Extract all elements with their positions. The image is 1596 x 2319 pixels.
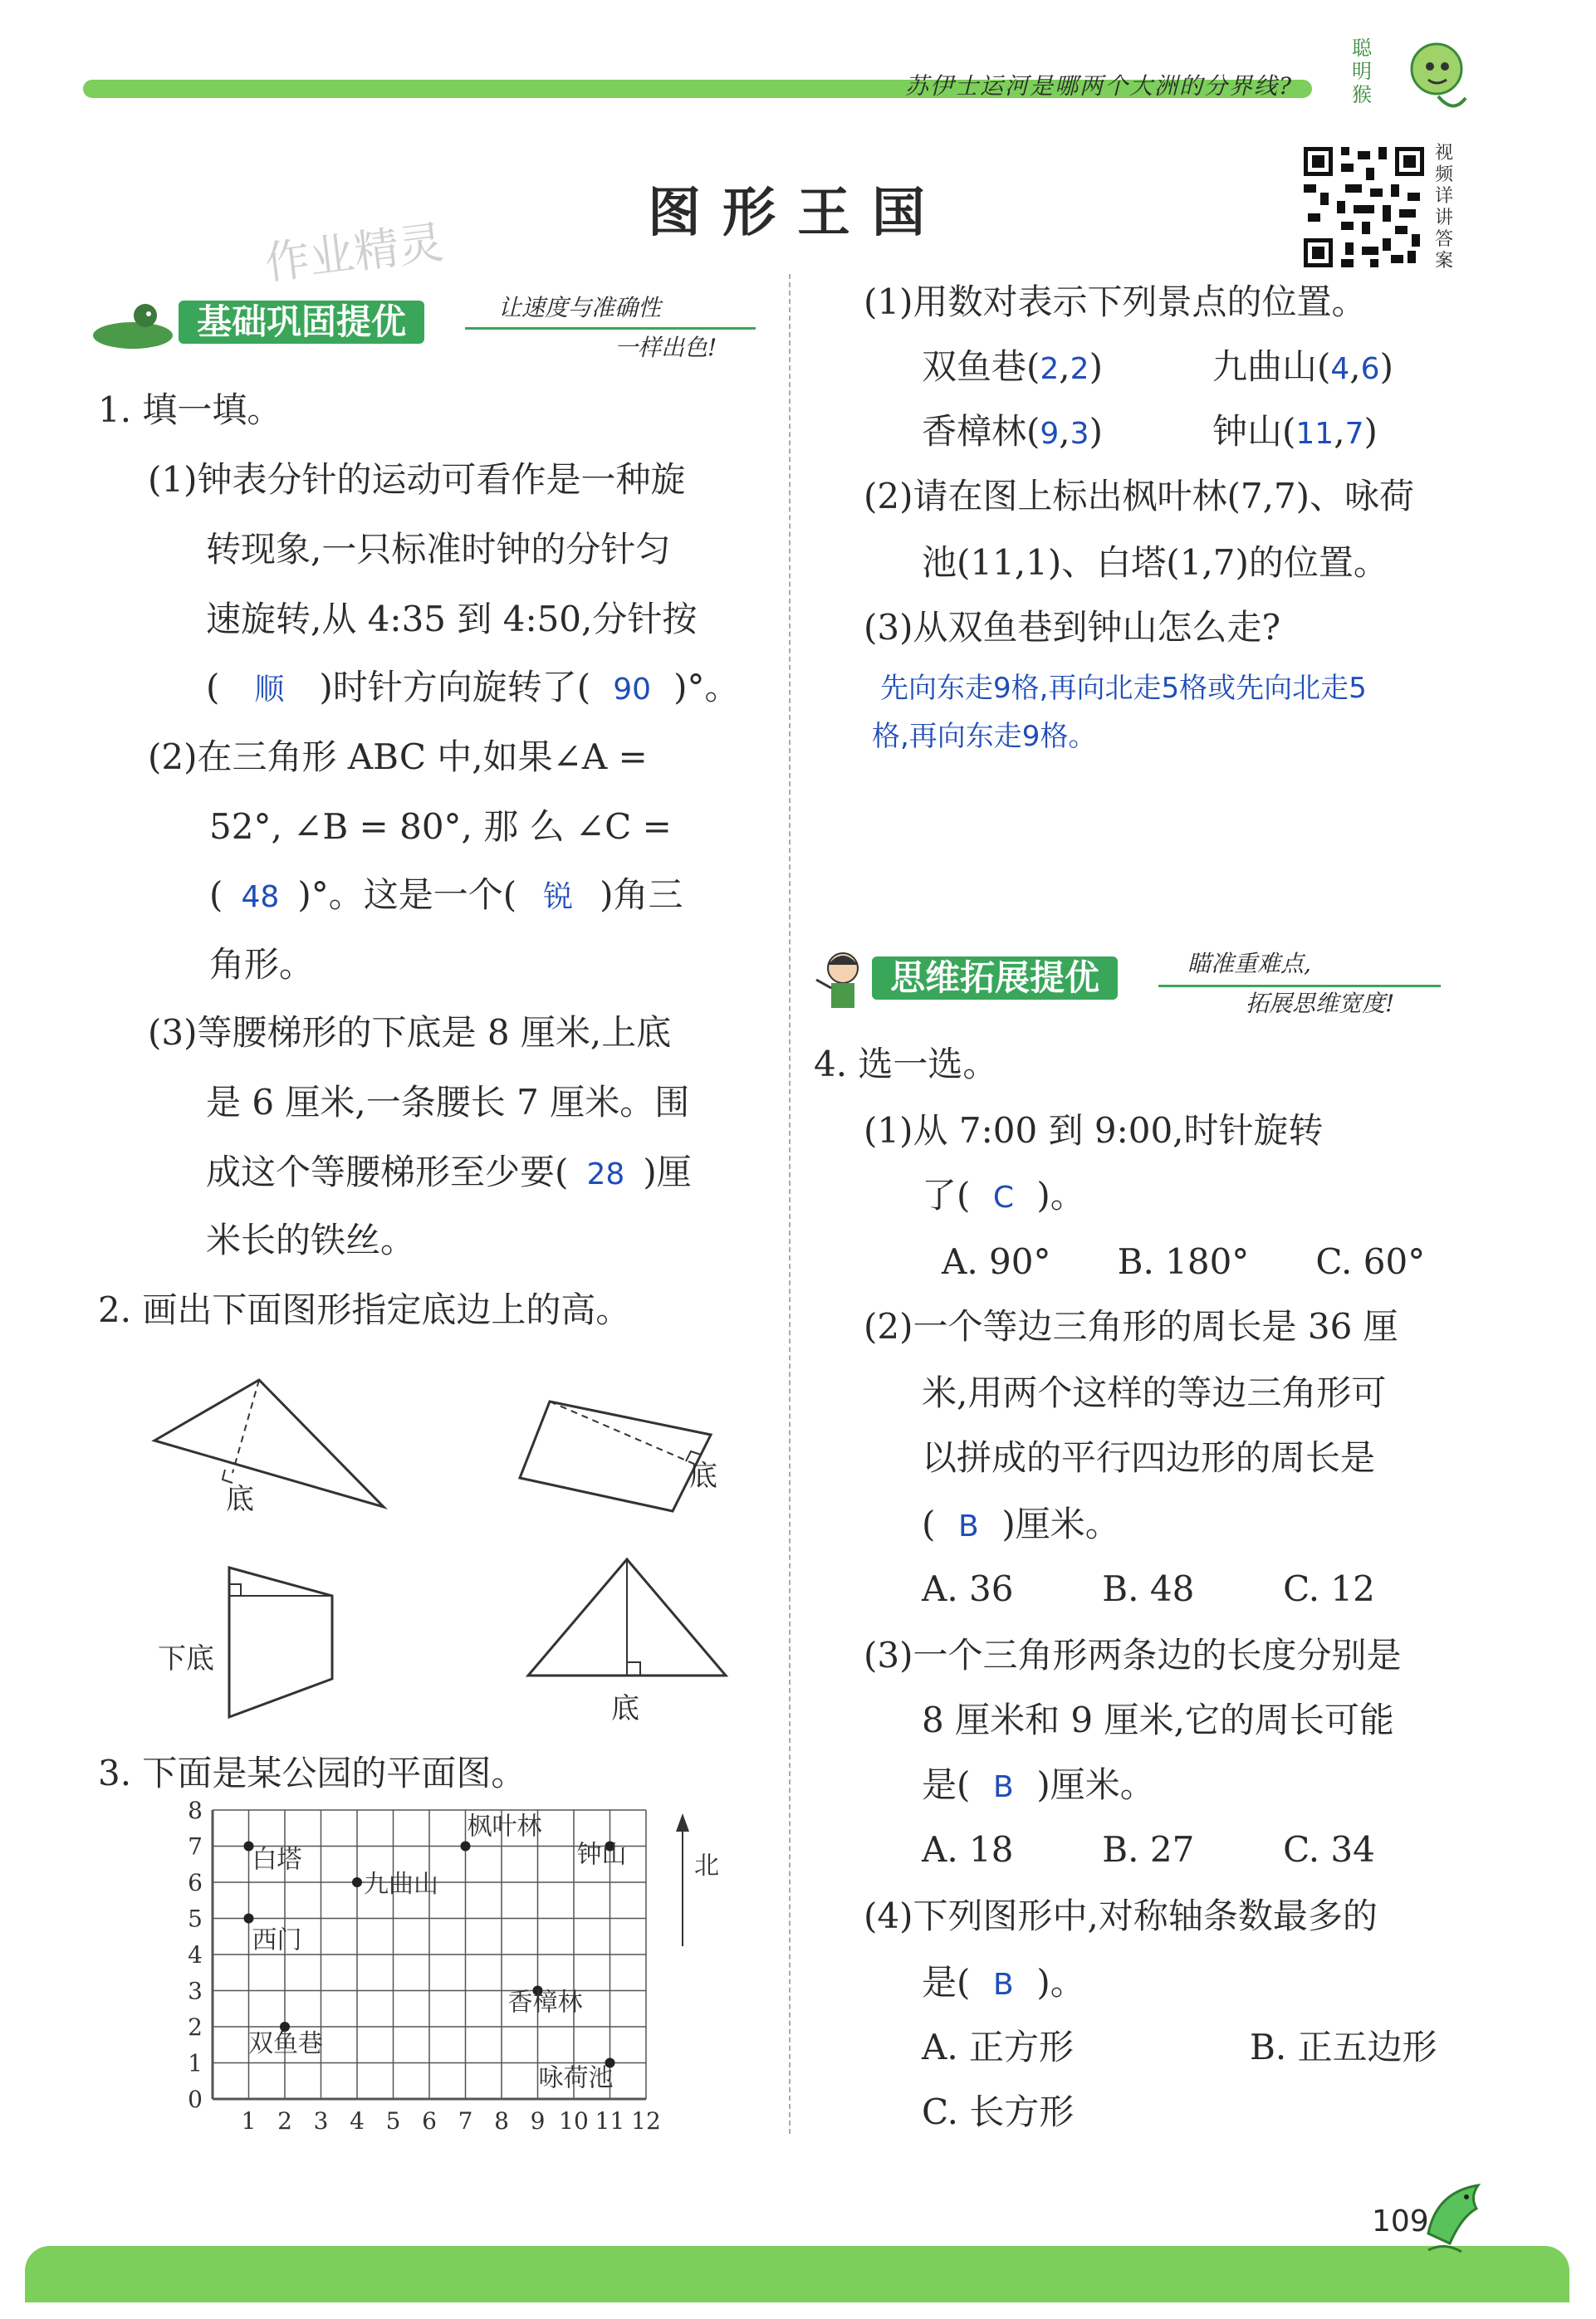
- answer-blank[interactable]: B: [958, 1509, 979, 1544]
- q4-2-line2: 米,用两个这样的等边三角形可: [922, 1372, 1387, 1413]
- q4-3-options: A. 18 B. 27 C. 34: [922, 1829, 1375, 1870]
- answer-blank[interactable]: 28: [586, 1157, 625, 1191]
- q3-2-line1: (2)请在图上标出枫叶林(7,7)、咏荷: [864, 476, 1415, 516]
- answer-blank[interactable]: 3: [1070, 417, 1089, 451]
- q3-1-zhongshan: 钟山(11,7): [1212, 411, 1378, 452]
- answer-blank[interactable]: B: [993, 1968, 1014, 2002]
- q3-3-answer-line1: 先向东走9格,再向北走5格或先向北走5: [880, 672, 1367, 705]
- x-tick-label: 9: [530, 2107, 546, 2135]
- isosceles-triangle-figure: [523, 1554, 731, 1679]
- bottom-decoration-band: [25, 2246, 1569, 2302]
- answer-blank[interactable]: 2: [1040, 352, 1060, 386]
- x-tick-label: 6: [422, 2107, 437, 2135]
- x-tick-label: 11: [595, 2107, 625, 2135]
- banner-sub-line2: 一样出色!: [614, 334, 717, 361]
- map-point: [352, 1877, 362, 1887]
- q4-4-option-b: B. 正五边形: [1250, 2027, 1437, 2067]
- q3-2-line2: 池(11,1)、白塔(1,7)的位置。: [922, 542, 1388, 583]
- map-place-label: 钟山: [576, 1840, 627, 1870]
- banner-underline: [465, 327, 756, 330]
- q4-3-line3: 是( B )厘米。: [922, 1764, 1155, 1809]
- q4-2-line1: (2)一个等边三角形的周长是 36 厘: [864, 1306, 1398, 1347]
- answer-blank[interactable]: 7: [1344, 417, 1364, 451]
- x-tick-label: 7: [458, 2107, 473, 2135]
- y-tick-label: 3: [188, 1977, 203, 2005]
- y-tick-label: 2: [188, 2013, 203, 2041]
- q3-1-xiangzhanglin: 香樟林(9,3): [922, 411, 1103, 452]
- q1-1-line1: (1)钟表分针的运动可看作是一种旋: [148, 459, 686, 500]
- base-label: 底: [611, 1692, 639, 1725]
- north-label: 北: [694, 1852, 719, 1881]
- y-tick-label: 0: [188, 2086, 203, 2113]
- q4-1-options: A. 90° B. 180° C. 60°: [942, 1241, 1426, 1282]
- q1-2-line4: 角形。: [209, 944, 315, 985]
- q4-2-line4: ( B )厘米。: [922, 1503, 1120, 1548]
- parallelogram-figure: [515, 1395, 714, 1519]
- section-banner-basic: 基础巩固提优: [179, 301, 424, 344]
- q2-heading: 2. 画出下面图形指定底边上的高。: [98, 1289, 631, 1330]
- y-tick-label: 4: [188, 1941, 203, 1969]
- x-tick-label: 12: [631, 2107, 661, 2135]
- y-tick-label: 6: [188, 1869, 203, 1896]
- answer-blank[interactable]: C: [992, 1181, 1014, 1215]
- answer-blank[interactable]: 9: [1040, 417, 1060, 451]
- watermark: 作业精灵: [262, 216, 447, 290]
- x-tick-label: 2: [277, 2107, 292, 2135]
- banner-sub-line2: 拓展思维宽度!: [1246, 990, 1395, 1017]
- q1-2-line1: (2)在三角形 ABC 中,如果∠A =: [148, 736, 648, 777]
- q4-1-line2: 了( C )。: [922, 1174, 1085, 1220]
- answer-blank[interactable]: 90: [613, 673, 652, 707]
- page-title: 图形王国: [648, 182, 947, 244]
- answer-blank[interactable]: 顺: [254, 673, 285, 707]
- q1-3-line3: 成这个等腰梯形至少要( 28 )厘: [206, 1151, 692, 1196]
- triangle-figure: [149, 1370, 399, 1519]
- mascot-label: 聪明猴: [1352, 37, 1372, 106]
- park-map-grid: [183, 1797, 747, 2142]
- y-tick-label: 5: [188, 1905, 203, 1933]
- section-banner-extension: 思维拓展提优: [872, 956, 1118, 1000]
- q3-1-jiuqushan: 九曲山(4,6): [1212, 346, 1393, 387]
- answer-blank[interactable]: 6: [1360, 352, 1380, 386]
- q4-2-line3: 以拼成的平行四边形的周长是: [922, 1437, 1376, 1478]
- q4-heading: 4. 选一选。: [814, 1044, 998, 1084]
- map-place-label: 枫叶林: [467, 1812, 542, 1842]
- map-place-label: 双鱼巷: [248, 2029, 323, 2058]
- q1-2-line2: 52°, ∠B = 80°, 那 么 ∠C =: [209, 806, 672, 847]
- qr-code-icon[interactable]: [1300, 143, 1428, 272]
- answer-blank[interactable]: 11: [1295, 417, 1334, 451]
- q1-1-line3: 速旋转,从 4:35 到 4:50,分针按: [206, 599, 698, 639]
- q1-3-line1: (3)等腰梯形的下底是 8 厘米,上底: [148, 1012, 672, 1053]
- q3-3-answer-line2: 格,再向东走9格。: [872, 720, 1097, 753]
- q1-3-line2: 是 6 厘米,一条腰长 7 厘米。围: [206, 1082, 690, 1123]
- trapezoid-figure: [224, 1563, 340, 1720]
- x-tick-label: 4: [350, 2107, 365, 2135]
- y-tick-label: 8: [188, 1797, 203, 1824]
- q4-4-line1: (4)下列图形中,对称轴条数最多的: [864, 1896, 1378, 1936]
- column-divider: [789, 274, 791, 2134]
- header-question: 苏伊士运河是哪两个大洲的分界线?: [905, 72, 1294, 100]
- girl-mascot-icon: [810, 947, 876, 1021]
- q1-1-line2: 转现象,一只标准时钟的分针匀: [206, 529, 671, 570]
- page-number: 109: [1372, 2204, 1429, 2238]
- north-arrow-head-icon: [676, 1813, 689, 1832]
- map-place-label: 香樟林: [507, 1988, 583, 2018]
- q3-1-line: (1)用数对表示下列景点的位置。: [864, 281, 1367, 322]
- y-tick-label: 1: [188, 2049, 203, 2077]
- q1-3-line4: 米长的铁丝。: [206, 1220, 416, 1260]
- map-place-label: 九曲山: [364, 1870, 438, 1899]
- answer-blank[interactable]: 48: [241, 880, 280, 914]
- q1-2-line3: ( 48 )°。这是一个( 锐 )角三: [209, 873, 683, 919]
- lower-base-label: 下底: [158, 1642, 214, 1676]
- q4-4-option-c: C. 长方形: [922, 2092, 1075, 2132]
- map-point: [244, 1914, 254, 1924]
- map-place-label: 西门: [252, 1925, 302, 1955]
- q4-3-line1: (3)一个三角形两条边的长度分别是: [864, 1635, 1402, 1676]
- answer-blank[interactable]: 4: [1330, 352, 1350, 386]
- x-tick-label: 1: [241, 2107, 257, 2135]
- q4-2-options: A. 36 B. 48 C. 12: [922, 1568, 1375, 1609]
- answer-blank[interactable]: 锐: [543, 880, 574, 914]
- x-tick-label: 5: [385, 2107, 401, 2135]
- x-tick-label: 10: [559, 2107, 589, 2135]
- q1-heading: 1. 填一填。: [98, 389, 282, 430]
- q3-3-line1: (3)从双鱼巷到钟山怎么走?: [864, 607, 1281, 648]
- banner-sub-line1: 让速度与准确性: [498, 294, 662, 321]
- q4-1-line1: (1)从 7:00 到 9:00,时针旋转: [864, 1110, 1324, 1151]
- banner-underline: [1158, 985, 1441, 987]
- answer-blank[interactable]: B: [993, 1770, 1014, 1804]
- banner-sub-line1: 瞄准重难点,: [1187, 950, 1311, 977]
- map-place-label: 白塔: [252, 1845, 302, 1875]
- x-tick-label: 8: [494, 2107, 509, 2135]
- q3-1-shuangyuxiang: 双鱼巷(2,2): [922, 346, 1103, 387]
- y-tick-label: 7: [188, 1832, 203, 1861]
- map-place-label: 咏荷池: [538, 2063, 614, 2093]
- q4-4-option-a: A. 正方形: [922, 2027, 1075, 2067]
- qr-label: 视频详讲答案: [1435, 143, 1454, 272]
- q3-heading: 3. 下面是某公园的平面图。: [98, 1753, 526, 1793]
- turtle-mascot-icon: [87, 296, 179, 354]
- base-label: 底: [689, 1460, 717, 1493]
- q4-4-line2: 是( B )。: [922, 1961, 1085, 2007]
- monkey-mascot-icon: [1378, 32, 1470, 123]
- base-label: 底: [226, 1483, 254, 1516]
- x-tick-label: 3: [313, 2107, 329, 2135]
- answer-blank[interactable]: 2: [1070, 352, 1089, 386]
- q4-3-line2: 8 厘米和 9 厘米,它的周长可能: [922, 1700, 1394, 1740]
- q1-1-line4: ( 顺 )时针方向旋转了( 90 )°。: [206, 666, 740, 712]
- map-point: [461, 1842, 471, 1852]
